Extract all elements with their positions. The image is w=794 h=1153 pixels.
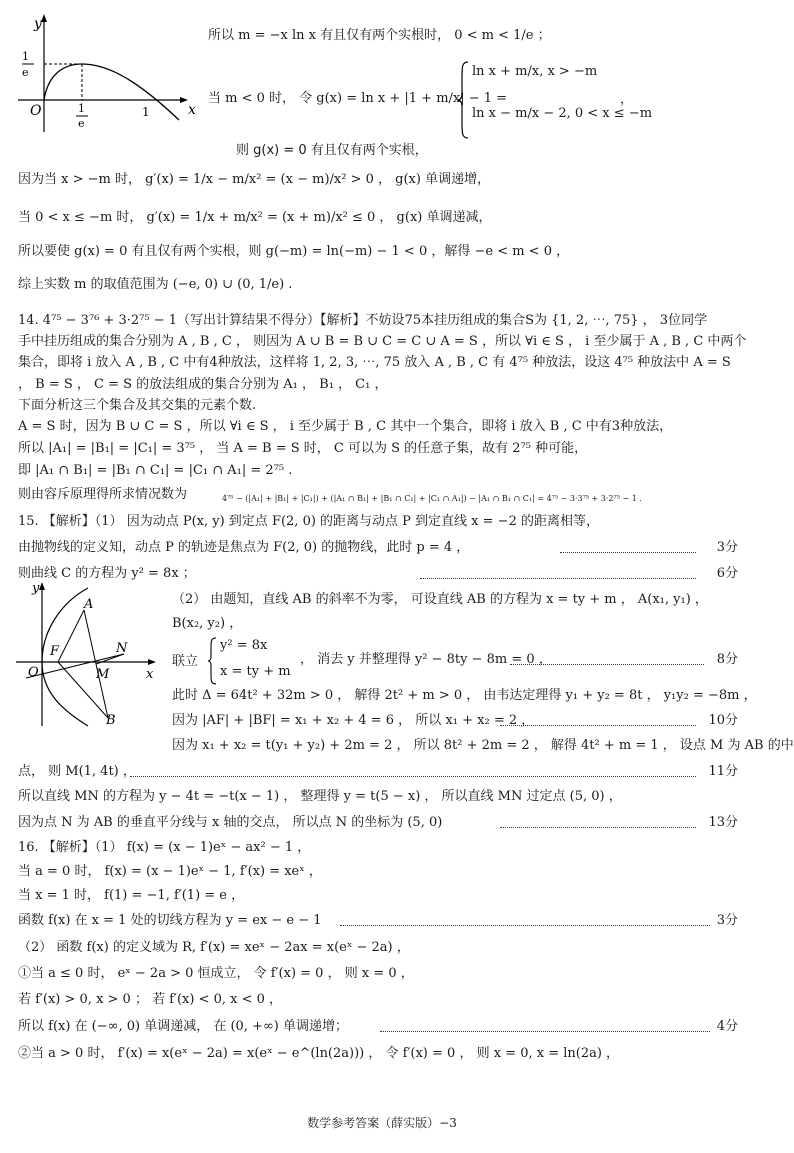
graph1-xtick1-num: 1	[78, 102, 85, 115]
leader-7	[340, 925, 710, 926]
graph1-y-label: y	[34, 16, 42, 32]
graph2-M: M	[96, 667, 110, 682]
line-16: 则由容斥原理得所求情况数为	[18, 487, 188, 502]
line-25: 因为 x₁ + x₂ = t(y₁ + y₂) + 2m = 2 ， 所以 8t² + 2m = 2 ， 解得 4t² + m = 1 ， 设点 M 为 AB 的中	[172, 738, 794, 753]
leader-4	[500, 725, 696, 726]
line-14: 所以 |A₁| = |B₁| = |C₁| = 3⁷⁵ ， 当 A = B = S 时， C 可以为 S 的任意子集，故有 2⁷⁵ 种可能，	[18, 441, 588, 456]
line-34: ①当 a ≤ 0 时， eˣ − 2a > 0 恒成立， 令 f′(x) = 0 ， 则 x = 0 ，	[18, 966, 414, 981]
line-22a: y² = 8x	[220, 638, 268, 653]
score-3: 3分	[716, 540, 738, 555]
leader-2	[420, 578, 696, 579]
line-27: 所以直线 MN 的方程为 y − 4t = −t(x − 1) ， 整理得 y = t(5 − x) ， 所以直线 MN 过定点 (5, 0) ，	[18, 789, 622, 804]
line-35: 若 f′(x) > 0, x > 0 ； 若 f′(x) < 0, x < 0 ，	[18, 992, 283, 1007]
line-32: 函数 f(x) 在 x = 1 处的切线方程为 y = ex − e − 1	[18, 913, 322, 928]
line-1: 所以 m = −x ln x 有且仅有两个实根时， 0 < m < 1/e ；	[208, 28, 551, 43]
line-2b: ln x − m/x − 2, 0 < x ≤ −m	[472, 106, 653, 121]
line-2a: ln x + m/x, x > −m	[472, 64, 598, 79]
graph2-y-label: y	[32, 581, 40, 596]
line-33: （2） 函数 f(x) 的定义域为 R, f′(x) = xeˣ − 2ax = x(eˣ − 2a) ，	[18, 940, 410, 955]
line-31: 当 x = 1 时， f(1) = −1, f′(1) = e ，	[18, 888, 245, 903]
page-footer: 数学参考答案（薛实版）−3	[307, 1116, 457, 1130]
line-6: 所以要使 g(x) = 0 有且仅有两个实根，则 g(−m) = ln(−m) − 1 < 0 ，解得 −e < m < 0 ，	[18, 244, 570, 259]
graph2-F: F	[50, 644, 60, 659]
line-37: ②当 a > 0 时， f′(x) = x(eˣ − 2a) = x(eˣ − e^(ln(2a))) ， 令 f′(x) = 0 ， 则 x = 0, x = ln(2a) ，	[18, 1046, 620, 1061]
score-6: 6分	[716, 566, 738, 581]
graph-neg-xlnx	[14, 12, 194, 134]
brace-1	[456, 60, 470, 140]
line-22b: x = ty + m	[220, 664, 291, 679]
line-11: ， B = S ， C = S 的放法组成的集合分别为 A₁ ， B₁ ， C₁ ，	[18, 377, 388, 392]
line-30: 当 a = 0 时， f(x) = (x − 1)eˣ − 1, f′(x) = xeˣ ，	[18, 864, 322, 879]
line-19: 则曲线 C 的方程为 y² = 8x ；	[18, 566, 196, 581]
line-28: 因为点 N 为 AB 的垂直平分线与 x 轴的交点， 所以点 N 的坐标为 (5, 0)	[18, 815, 443, 830]
graph1-x-label: x	[188, 102, 196, 118]
leader-5	[130, 776, 696, 777]
line-26: 点， 则 M(1, 4t) ，	[18, 764, 136, 779]
graph2-x-label: x	[146, 667, 154, 682]
line-29: 16. 【解析】（1） f(x) = (x − 1)eˣ − ax² − 1 ，	[18, 840, 311, 855]
graph1-xtick1-den: e	[78, 117, 85, 130]
graph2-B: B	[106, 713, 116, 728]
line-23: 此时 Δ = 64t² + 32m > 0 ， 解得 2t² + m > 0 ， 由韦达定理得 y₁ + y₂ = 8t ， y₁y₂ = −8m ，	[172, 688, 757, 703]
leader-3	[510, 664, 704, 665]
score-8: 8分	[716, 652, 738, 667]
graph1-peak-num: 1	[22, 50, 29, 63]
line-7: 综上实数 m 的取值范围为 (−e, 0) ∪ (0, 1/e) .	[18, 277, 293, 292]
score-3b: 3分	[716, 913, 738, 928]
score-13: 13分	[708, 815, 738, 830]
graph2-N: N	[116, 641, 128, 656]
line-18: 由抛物线的定义知，动点 P 的轨迹是焦点为 F(2, 0) 的抛物线，此时 p = 4 ，	[18, 540, 470, 555]
graph1-origin: O	[30, 103, 42, 119]
line-3: 则 g(x) = 0 有且仅有两个实根，	[236, 143, 428, 158]
score-11: 11分	[708, 764, 738, 779]
score-10: 10分	[708, 713, 738, 728]
line-17: 15. 【解析】（1） 因为动点 P(x, y) 到定点 F(2, 0) 的距离与动点 P 到定直线 x = −2 的距离相等，	[18, 514, 599, 529]
graph2-A: A	[84, 597, 94, 612]
line-9: 手中挂历组成的集合分别为 A , B , C ， 则因为 A ∪ B = B ∪ C = C ∪ A = S ，所以 ∀i ∈ S ， i 至少属于 A , B , C 中两个	[18, 334, 747, 349]
line-20: （2） 由题知，直线 AB 的斜率不为零， 可设直线 AB 的方程为 x = ty + m ， A(x₁, y₁) ，	[172, 592, 708, 607]
line-8: 14. 4⁷⁵ − 3⁷⁶ + 3·2⁷⁵ − 1（写出计算结果不得分）【解析】不妨设75本挂历组成的集合S为 {1, 2, ⋯, 75} ， 3位同学	[18, 313, 708, 328]
leader-6	[500, 827, 696, 828]
line-5: 当 0 < x ≤ −m 时， g′(x) = 1/x + m/x² = (x + m)/x² ≤ 0 ， g(x) 单调递减，	[18, 210, 492, 225]
graph1-xtick2: 1	[142, 105, 150, 119]
line-4: 因为当 x > −m 时， g′(x) = 1/x − m/x² = (x − m)/x² > 0 ， g(x) 单调递增，	[18, 172, 491, 187]
graph2-origin: O	[28, 665, 39, 680]
line-2: 当 m < 0 时， 令 g(x) = ln x + |1 + m/x| − 1 =	[208, 91, 508, 106]
line-13: A = S 时，因为 B ∪ C = S ，所以 ∀i ∈ S ， i 至少属于 B , C 其中一个集合，即将 i 放入 B , C 中有3种放法，	[18, 419, 673, 434]
line-10: 集合，即将 i 放入 A , B , C 中有4种放法，这样将 1, 2, 3, ⋯, 75 放入 A , B , C 有 4⁷⁵ 种放法，设这 4⁷⁵ 种放法中 A = S	[18, 355, 731, 370]
line-21: B(x₂, y₂) ，	[172, 616, 243, 631]
line-16-formula: 4⁷⁵ − (|A₁| + |B₁| + |C₁|) + (|A₁ ∩ B₁| + |B₁ ∩ C₁| + |C₁ ∩ A₁|) − |A₁ ∩ B₁ ∩ C₁| = 4⁷⁵ − 3·3⁷⁵ + 3·2⁷⁵ − 1 .	[222, 494, 642, 503]
line-36: 所以 f(x) 在 (−∞, 0) 单调递减， 在 (0, +∞) 单调递增；	[18, 1019, 349, 1034]
leader-8	[380, 1031, 710, 1032]
graph1-peak-den: e	[22, 66, 29, 79]
comma-mark: ，	[620, 92, 634, 107]
line-24: 因为 |AF| + |BF| = x₁ + x₂ + 4 = 6 ， 所以 x₁ + x₂ = 2 ，	[172, 713, 535, 728]
line-22c: ， 消去 y 并整理得 y² − 8ty − 8m = 0 ，	[300, 652, 552, 667]
leader-1	[560, 552, 696, 553]
graph-parabola	[12, 580, 162, 730]
line-15: 即 |A₁ ∩ B₁| = |B₁ ∩ C₁| = |C₁ ∩ A₁| = 2⁷⁵ .	[18, 463, 293, 478]
line-12: 下面分析这三个集合及其交集的元素个数.	[18, 398, 257, 413]
line-22: 联立	[172, 654, 199, 669]
score-4: 4分	[716, 1019, 738, 1034]
brace-2	[206, 636, 218, 686]
